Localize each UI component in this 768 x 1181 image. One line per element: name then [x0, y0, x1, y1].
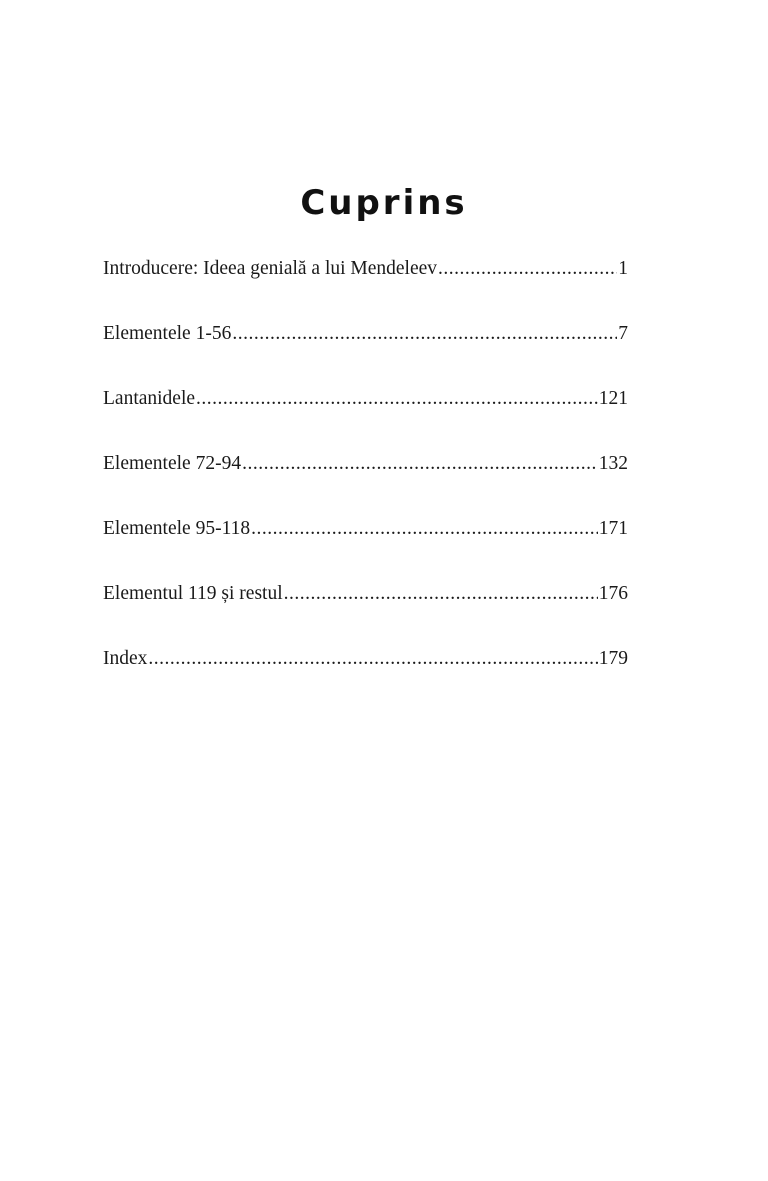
toc-entry-page-number: 179: [598, 648, 628, 669]
toc-entry-introduction[interactable]: [103, 258, 628, 323]
dot-leader: [196, 388, 598, 410]
toc-entry-index[interactable]: [103, 648, 628, 713]
toc-entry-title: Elementul 119 și restul: [103, 583, 283, 604]
toc-entry-page-number: 7: [618, 323, 628, 344]
dot-leader: [232, 323, 617, 345]
toc-entry-title: Index: [103, 648, 148, 669]
page-title: Cuprins: [300, 182, 468, 223]
dot-leader: [242, 453, 598, 475]
toc-entry-page-number: 171: [598, 518, 628, 539]
dot-leader: [148, 648, 597, 670]
dot-leader: [438, 258, 617, 280]
toc-entry-title: Elementele 1-56: [103, 323, 232, 344]
dot-leader: [251, 518, 598, 540]
toc-entry-page-number: 132: [598, 453, 628, 474]
toc-entry-title: Elementele 95-118: [103, 518, 251, 539]
toc-entry-elements-95-118[interactable]: [103, 518, 628, 583]
dot-leader: [284, 583, 598, 605]
toc-entry-lanthanides[interactable]: [103, 388, 628, 453]
toc-entry-title: Introducere: Ideea genială a lui Mendeleev: [103, 258, 438, 279]
toc-entry-title: Elementele 72-94: [103, 453, 242, 474]
toc-entry-elements-1-56[interactable]: [103, 323, 628, 388]
table-of-contents: [103, 258, 628, 713]
toc-entry-element-119[interactable]: [103, 583, 628, 648]
toc-entry-elements-72-94[interactable]: [103, 453, 628, 518]
toc-entry-page-number: 121: [598, 388, 628, 409]
toc-entry-title: Lantanidele: [103, 388, 196, 409]
toc-entry-page-number: 176: [598, 583, 628, 604]
toc-entry-page-number: 1: [618, 258, 628, 279]
